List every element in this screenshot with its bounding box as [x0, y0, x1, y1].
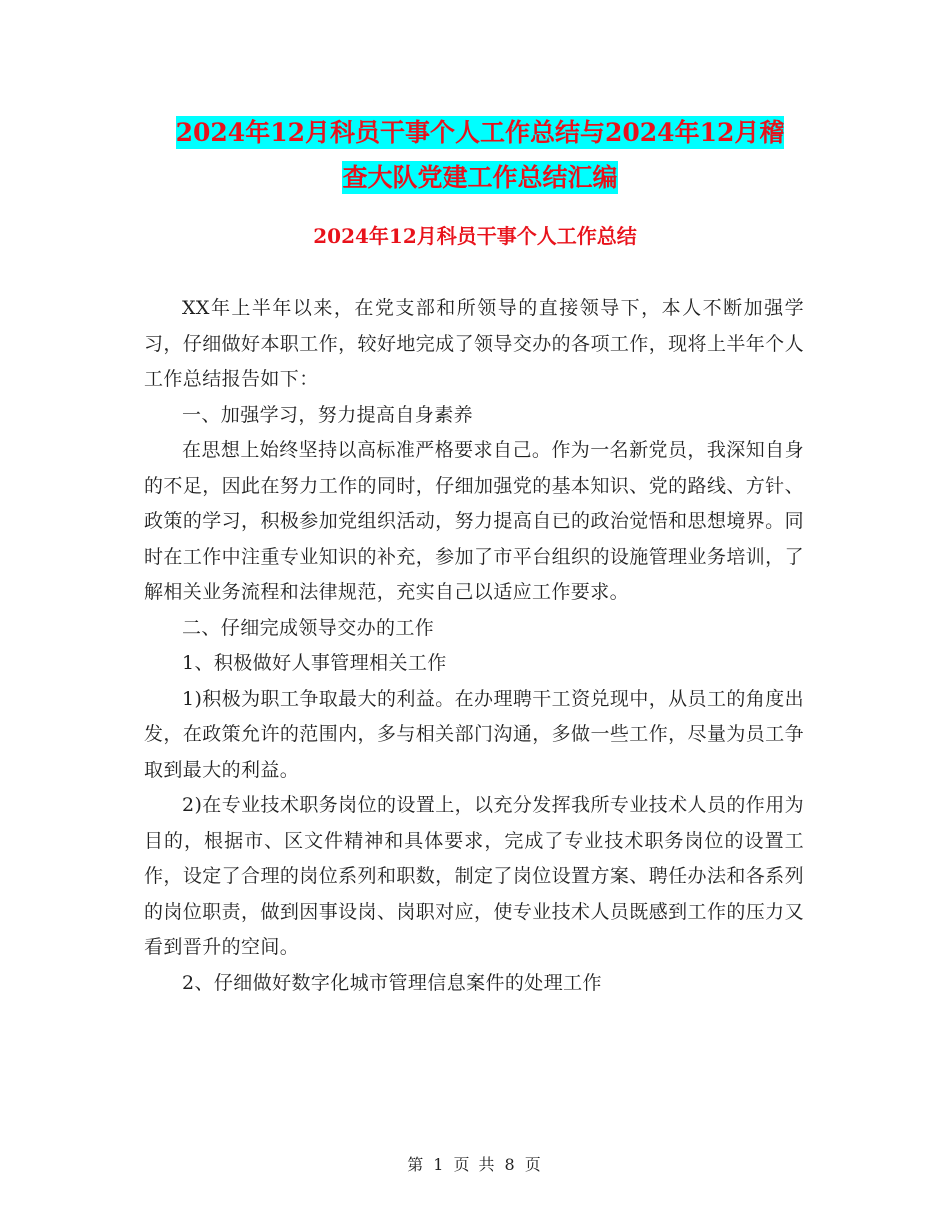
- heading-tasks: 二、仔细完成领导交办的工作: [182, 616, 435, 639]
- document-body: [144, 291, 804, 1001]
- paragraph-positions: 2)在专业技术职务岗位的设置上，以充分发挥我所专业技术人员的作用为目的，根据市、区文件精神和具体要求，完成了专业技术职务岗位的设置工作，设定了合理的岗位系列和职数，制定了岗位设置方案、聘任办法和各系列的岗位职责，做到因事设岗、岗职对应，使专业技术人员既感到工作的压力又看到晋升的空间。: [144, 794, 804, 958]
- footer-prefix: 第: [407, 1155, 426, 1174]
- paragraph-intro: XX年上半年以来，在党支部和所领导的直接领导下，本人不断加强学习，仔细做好本职工作，较好地完成了领导交办的各项工作，现将上半年个人工作总结报告如下：: [144, 297, 804, 390]
- title-line-2: 查大队党建工作总结汇编: [342, 163, 618, 192]
- subheading-personnel: 1、积极做好人事管理相关工作: [182, 652, 447, 674]
- title-line-1: 2024年12月科员干事个人工作总结与2024年12月稽: [175, 118, 785, 147]
- paragraph-benefits: 1)积极为职工争取最大的利益。在办理聘干工资兑现中，从员工的角度出发，在政策允许的范围内，多与相关部门沟通，多做一些工作，尽量为员工争取到最大的利益。: [144, 687, 804, 781]
- footer-page-number: 1: [433, 1155, 446, 1174]
- footer-total-pages: 8: [504, 1155, 517, 1174]
- page-footer: [0, 1152, 950, 1175]
- paragraph-study: 在思想上始终坚持以高标准严格要求自己。作为一名新党员，我深知自身的不足，因此在努力工作的同时，仔细加强党的基本知识、党的路线、方针、政策的学习，积极参加党组织活动，努力提高自已的政治觉悟和思想境界。同时在工作中注重专业知识的补充，参加了市平台组织的设施管理业务培训，了解相关业务流程和法律规范，充实自己以适应工作要求。: [144, 439, 804, 603]
- footer-mid: 页 共: [453, 1155, 497, 1174]
- document-title: [140, 110, 820, 200]
- subheading-digital-city: 2、仔细做好数字化城市管理信息案件的处理工作: [182, 971, 602, 994]
- footer-suffix: 页: [524, 1155, 543, 1174]
- section-title: 2024年12月科员干事个人工作总结: [313, 224, 637, 248]
- heading-study: 一、加强学习，努力提高自身素养: [182, 403, 474, 426]
